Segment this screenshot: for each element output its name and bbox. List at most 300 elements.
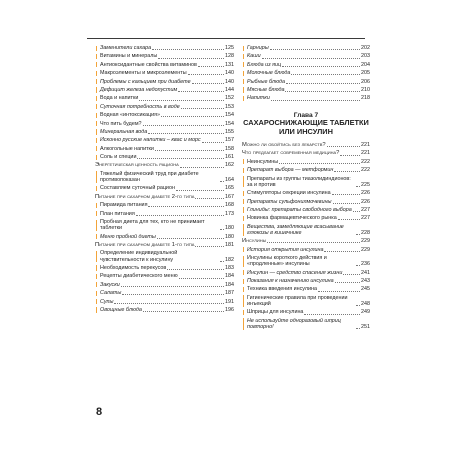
- toc-entry-page: 167: [225, 193, 234, 200]
- toc-entry-line: [247, 95, 370, 101]
- entry-marker: [96, 203, 97, 208]
- entry-marker: [96, 71, 97, 76]
- toc-entry: [95, 273, 234, 279]
- toc-entry-line: [100, 250, 234, 262]
- toc-entry-line: [100, 70, 234, 76]
- entry-marker: [243, 287, 244, 292]
- toc-entry: [242, 309, 370, 315]
- page-number: 8: [96, 406, 103, 418]
- toc-entry-title: Вода и напитки: [100, 95, 139, 102]
- top-rule: [87, 38, 365, 39]
- entry-marker: [96, 62, 97, 67]
- toc-entry-line: [100, 211, 234, 217]
- toc-entry-page: 153: [225, 103, 234, 110]
- toc-entry-title: Заменители сахара: [100, 45, 152, 51]
- toc-entry-title: Исконно русские напитки – квас и морс: [100, 137, 201, 144]
- dot-leader: [158, 58, 224, 59]
- entry-marker: [243, 247, 244, 252]
- toc-entry-line: [100, 202, 234, 208]
- toc-entry-title: Каши: [247, 53, 261, 60]
- toc-entry-title: Можно ли обойтись без лекарств?: [242, 141, 326, 148]
- dot-leader: [333, 203, 360, 204]
- toc-entry-line: [247, 295, 370, 307]
- toc-entry: [95, 154, 234, 160]
- toc-entry-page: 206: [361, 78, 370, 85]
- toc-entry-page: 251: [361, 324, 370, 330]
- toc-column-left: [95, 45, 234, 315]
- toc-entry: [242, 62, 370, 68]
- entry-marker: [243, 71, 244, 76]
- toc-entry-page: 222: [361, 158, 370, 165]
- toc-entry-page: 157: [225, 137, 234, 144]
- toc-entry-title: Показания к назначению инсулина: [247, 278, 334, 285]
- dot-leader: [137, 158, 224, 159]
- toc-entry-line: [247, 79, 370, 85]
- toc-entry-line: [247, 62, 370, 68]
- dot-leader: [282, 66, 360, 67]
- entry-marker: [96, 155, 97, 160]
- dot-leader: [338, 219, 360, 220]
- toc-entry-line: [247, 255, 370, 267]
- dot-leader: [220, 229, 224, 230]
- toc-entry: [242, 53, 370, 59]
- entry-marker: [96, 282, 97, 287]
- dot-leader: [136, 215, 224, 216]
- toc-entry-page: 125: [225, 45, 234, 51]
- entry-marker: [96, 171, 97, 182]
- dot-leader: [271, 100, 360, 101]
- toc-entry-title: Салаты: [100, 290, 122, 297]
- toc-entry-title: Мясные блюда: [247, 86, 285, 93]
- toc-entry-line: [95, 194, 234, 200]
- dot-leader: [356, 265, 360, 266]
- dot-leader: [318, 291, 360, 292]
- dot-leader: [270, 49, 360, 50]
- toc-entry-page: 236: [361, 261, 370, 268]
- toc-entry-line: [247, 159, 370, 165]
- toc-entry-line: [247, 318, 370, 330]
- toc-entry-line: [247, 270, 370, 276]
- entry-marker: [243, 279, 244, 284]
- dot-leader: [332, 194, 360, 195]
- toc-entry: [95, 282, 234, 288]
- toc-entry-page: 248: [361, 301, 370, 308]
- chapter-number: Глава 7: [293, 111, 319, 119]
- toc-column-right: [242, 45, 370, 332]
- toc-entry-line: [100, 154, 234, 160]
- toc-entry: [95, 265, 234, 271]
- dot-leader: [152, 49, 224, 50]
- dot-leader: [324, 251, 360, 252]
- toc-entry-title: Препарат выбора — метформин: [247, 167, 334, 174]
- toc-entry-title: Вещества, замедляющие всасывание глюкозы в кишечнике: [247, 223, 344, 236]
- toc-entry-title: Меню пробной диеты: [100, 233, 156, 240]
- toc-entry-title: Составляем суточный рацион: [100, 185, 175, 192]
- toc-entry-title: Необходимость перекусов: [100, 264, 167, 271]
- toc-entry-page: 173: [225, 210, 234, 217]
- entry-marker: [243, 87, 244, 92]
- dot-leader: [304, 314, 360, 315]
- toc-entry-page: 204: [361, 61, 370, 68]
- dot-leader: [356, 186, 360, 187]
- toc-entry: [242, 95, 370, 101]
- toc-entry-page: 225: [361, 181, 370, 188]
- toc-entry-title: Инсулины короткого действия и «продленные» инсулины: [247, 255, 327, 268]
- toc-entry-line: [247, 199, 370, 205]
- dot-leader: [148, 206, 224, 207]
- entry-marker: [96, 79, 97, 84]
- toc-entry-title: Гарниры: [247, 45, 269, 51]
- toc-entry-line: [242, 238, 370, 244]
- toc-entry: [242, 207, 370, 213]
- toc-entry-page: 228: [361, 229, 370, 236]
- toc-entry-title: Рецепты диабетического меню: [100, 273, 178, 280]
- toc-entry: [242, 70, 370, 76]
- toc-entry: [242, 270, 370, 276]
- toc-entry-line: [100, 95, 234, 101]
- toc-entry-line: [247, 87, 370, 93]
- toc-entry-page: 210: [361, 86, 370, 93]
- toc-entry: [95, 79, 234, 85]
- dot-leader: [340, 155, 360, 156]
- toc-entry-title: Инсулин — средство спасения жизни: [247, 269, 343, 276]
- toc-entry-page: 205: [361, 70, 370, 77]
- toc-entry: [95, 129, 234, 135]
- toc-entry: [242, 255, 370, 267]
- toc-entry-line: [100, 87, 234, 93]
- toc-entry-line: [100, 273, 234, 279]
- toc-entry: [242, 159, 370, 165]
- dot-leader: [148, 133, 224, 134]
- toc-entry-page: 187: [225, 290, 234, 297]
- toc-entry: [95, 121, 234, 127]
- toc-entry-line: [247, 53, 370, 59]
- toc-entry: [95, 171, 234, 183]
- toc-entry-title: Витамины и минералы: [100, 53, 158, 60]
- entry-marker: [243, 159, 244, 164]
- toc-entry-page: 180: [225, 233, 234, 240]
- toc-entry-page: 229: [361, 238, 370, 245]
- toc-right-recipes: [242, 45, 370, 102]
- toc-entry-title: Гигиенические правила при проведении инъекций: [247, 294, 348, 308]
- toc-entry-title: Пирамида питания: [100, 202, 148, 209]
- toc-entry-line: [95, 242, 234, 248]
- toc-entry: [95, 112, 234, 118]
- toc-entry-line: [95, 162, 234, 168]
- entry-marker: [243, 79, 244, 84]
- toc-entry-title: Водная «интоксикация»: [100, 112, 161, 119]
- entry-marker: [243, 216, 244, 221]
- toc-entry-page: 128: [225, 53, 234, 60]
- entry-marker: [96, 291, 97, 296]
- toc-entry-title: Не используйте одноразовый шприц повторно!: [247, 317, 341, 330]
- toc-entry-line: [100, 299, 234, 305]
- dot-leader: [167, 269, 224, 270]
- toc-entry-page: 140: [225, 78, 234, 85]
- entry-marker: [96, 87, 97, 92]
- dot-leader: [195, 198, 224, 199]
- toc-entry-page: 222: [361, 167, 370, 174]
- toc-entry-line: [100, 53, 234, 59]
- dot-leader: [286, 83, 360, 84]
- toc-entry-line: [100, 185, 234, 191]
- toc-entry: [95, 202, 234, 208]
- toc-entry: [242, 238, 370, 244]
- dot-leader: [155, 150, 224, 151]
- dot-leader: [179, 278, 224, 279]
- toc-right-chapter7: [242, 142, 370, 330]
- toc-entry-line: [100, 62, 234, 68]
- dot-leader: [279, 163, 360, 164]
- toc-entry-page: 202: [361, 45, 370, 51]
- toc-entry-line: [247, 167, 370, 173]
- dot-leader: [122, 294, 224, 295]
- toc-entry-page: 196: [225, 306, 234, 313]
- entry-marker: [243, 199, 244, 204]
- toc-entry-title: План питания: [100, 210, 135, 217]
- entry-marker: [243, 62, 244, 67]
- toc-entry: [95, 95, 234, 101]
- dot-leader: [114, 303, 224, 304]
- toc-entry-title: Что предлагает современная медицина?: [242, 150, 340, 157]
- toc-entry-title: Антиоксидантные свойства витаминов: [100, 61, 197, 68]
- toc-entry: [95, 45, 234, 51]
- toc-entry: [242, 190, 370, 196]
- toc-entry-title: Проблемы с кальцием при диабете: [100, 78, 191, 85]
- toc-entry-line: [100, 121, 234, 127]
- toc-entry: [95, 290, 234, 296]
- toc-entry-title: Рыбные блюда: [247, 78, 286, 85]
- dot-leader: [192, 83, 224, 84]
- toc-entry-page: 180: [225, 225, 234, 232]
- toc-entry: [242, 286, 370, 292]
- dot-leader: [220, 181, 224, 182]
- toc-entry-title: История открытия инсулина: [247, 246, 324, 253]
- entry-marker: [96, 121, 97, 126]
- dot-leader: [334, 171, 360, 172]
- entry-marker: [96, 54, 97, 59]
- toc-entry-page: 155: [225, 128, 234, 135]
- entry-marker: [96, 307, 97, 312]
- entry-marker: [243, 46, 244, 51]
- entry-marker: [243, 295, 244, 306]
- dot-leader: [180, 167, 224, 168]
- entry-marker: [243, 54, 244, 59]
- toc-entry: [242, 142, 370, 148]
- entry-marker: [243, 224, 244, 235]
- toc-entry: [95, 104, 234, 110]
- dot-leader: [176, 190, 224, 191]
- toc-entry-line: [100, 290, 234, 296]
- toc-entry-page: 183: [225, 264, 234, 271]
- toc-entry-page: 191: [225, 298, 234, 305]
- toc-entry-line: [100, 265, 234, 271]
- toc-entry-line: [247, 278, 370, 284]
- toc-entry-title: Супы: [100, 298, 114, 305]
- toc-entry-page: 168: [225, 202, 234, 209]
- toc-entry-page: 140: [225, 70, 234, 77]
- toc-entry-page: 154: [225, 120, 234, 127]
- toc-entry: [95, 234, 234, 240]
- toc-entry: [95, 146, 234, 152]
- entry-marker: [96, 220, 97, 231]
- toc-entry: [242, 45, 370, 51]
- dot-leader: [157, 238, 224, 239]
- toc-entry-page: 221: [361, 141, 370, 148]
- toc-entry-title: Препараты сульфонилмочевины: [247, 198, 332, 205]
- toc-entry-title: Тяжелый физический труд при диабете противопоказан: [100, 170, 199, 184]
- toc-entry-line: [100, 146, 234, 152]
- toc-entry: [95, 137, 234, 143]
- toc-entry-title: Алкогольные напитки: [100, 145, 154, 152]
- toc-entry: [95, 53, 234, 59]
- toc-entry-title: Дефицит железа недопустим: [100, 86, 178, 93]
- toc-entry-line: [247, 207, 370, 213]
- toc-entry-line: [247, 70, 370, 76]
- toc-entry: [95, 62, 234, 68]
- dot-leader: [343, 274, 360, 275]
- entry-marker: [96, 129, 97, 134]
- toc-entry-title: Питание при сахарном диабете 1-го типа: [95, 242, 195, 248]
- toc-entry-line: [100, 129, 234, 135]
- toc-entry-page: 243: [361, 278, 370, 285]
- dot-leader: [188, 74, 224, 75]
- toc-entry-title: Стимуляторы секреции инсулина: [247, 190, 331, 197]
- toc-entry: [242, 167, 370, 173]
- toc-entry-line: [247, 286, 370, 292]
- chapter-title: САХАРОСНИЖАЮЩИЕ ТАБЛЕТКИ ИЛИ ИНСУЛИН: [243, 118, 369, 136]
- toc-entry-line: [100, 79, 234, 85]
- toc-entry: [242, 176, 370, 188]
- toc-entry-title: Энергетическая ценность рациона: [95, 162, 179, 169]
- entry-marker: [96, 146, 97, 151]
- dot-leader: [121, 286, 224, 287]
- entry-marker: [96, 234, 97, 239]
- entry-marker: [243, 207, 244, 212]
- toc-entry: [95, 87, 234, 93]
- toc-entry-line: [247, 309, 370, 315]
- toc-entry: [95, 250, 234, 262]
- entry-marker: [96, 186, 97, 191]
- entry-marker: [243, 176, 244, 187]
- toc-entry-page: 158: [225, 145, 234, 152]
- toc-entry-page: 226: [361, 190, 370, 197]
- entry-marker: [243, 168, 244, 173]
- toc-entry-page: 152: [225, 95, 234, 102]
- toc-entry-title: Овощные блюда: [100, 306, 142, 313]
- entry-marker: [96, 211, 97, 216]
- toc-entry: [95, 219, 234, 231]
- entry-marker: [96, 299, 97, 304]
- toc-entry-title: Шприцы для инсулина: [247, 309, 304, 316]
- toc-entry-line: [242, 142, 370, 148]
- toc-entry-page: 203: [361, 53, 370, 60]
- toc-entry-line: [242, 150, 370, 156]
- toc-entry-line: [100, 219, 234, 231]
- toc-entry: [242, 215, 370, 221]
- toc-entry: [242, 150, 370, 156]
- toc-entry-line: [247, 224, 370, 236]
- entry-marker: [96, 46, 97, 51]
- toc-entry-title: Техника введения инсулина: [247, 286, 318, 293]
- chapter-heading: [242, 112, 370, 136]
- toc-entry-page: 184: [225, 281, 234, 288]
- toc-entry-line: [247, 247, 370, 253]
- toc-entry-line: [100, 234, 234, 240]
- toc-entry-title: Соль и специи: [100, 154, 137, 161]
- toc-entry-page: 221: [361, 150, 370, 157]
- entry-marker: [243, 191, 244, 196]
- toc-entry-line: [100, 112, 234, 118]
- toc-entry-page: 226: [361, 198, 370, 205]
- dot-leader: [220, 261, 224, 262]
- dot-leader: [262, 58, 360, 59]
- toc-entry-title: Суточная потребность в воде: [100, 103, 180, 110]
- toc-entry-page: 241: [361, 269, 370, 276]
- entry-marker: [96, 104, 97, 109]
- dot-leader: [285, 91, 360, 92]
- entry-marker: [96, 265, 97, 270]
- toc-entry: [242, 318, 370, 330]
- toc-entry-page: 181: [225, 242, 234, 248]
- toc-entry-page: 227: [361, 206, 370, 213]
- toc-entry-title: Глиниды: препараты свободного выбора: [247, 206, 352, 213]
- entry-marker: [96, 138, 97, 143]
- dot-leader: [195, 246, 224, 247]
- toc-entry-line: [100, 137, 234, 143]
- dot-leader: [198, 66, 224, 67]
- entry-marker: [96, 113, 97, 118]
- dot-leader: [356, 234, 360, 235]
- dot-leader: [356, 305, 360, 306]
- toc-entry: [242, 295, 370, 307]
- toc-entry-page: 161: [225, 154, 234, 161]
- dot-leader: [353, 211, 360, 212]
- toc-entry-title: Новинка фармацевтического рынка: [247, 215, 337, 222]
- toc-entry-line: [100, 45, 234, 51]
- toc-entry-page: 182: [225, 256, 234, 263]
- toc-entry-line: [247, 45, 370, 51]
- toc-entry-title: Напитки: [247, 95, 270, 102]
- toc-entry-title: Макроэлементы и микроэлементы: [100, 70, 187, 77]
- toc-entry-title: Закуски: [100, 281, 120, 288]
- dot-leader: [181, 108, 224, 109]
- toc-entry-page: 218: [361, 95, 370, 102]
- toc-entry: [242, 224, 370, 236]
- dot-leader: [291, 74, 360, 75]
- entry-marker: [243, 318, 244, 329]
- toc-entry: [242, 79, 370, 85]
- dot-leader: [356, 328, 360, 329]
- entry-marker: [96, 251, 97, 262]
- dot-leader: [202, 142, 224, 143]
- entry-marker: [96, 274, 97, 279]
- toc-entry-line: [100, 282, 234, 288]
- toc-entry-page: 227: [361, 215, 370, 222]
- toc-entry-title: Блюда из яиц: [247, 61, 282, 68]
- toc-entry-line: [100, 307, 234, 313]
- toc-entry-line: [247, 176, 370, 188]
- toc-entry-title: Минеральная вода: [100, 128, 148, 135]
- entry-marker: [243, 310, 244, 315]
- toc-entry-line: [247, 215, 370, 221]
- dot-leader: [139, 100, 224, 101]
- toc-entry-page: 184: [225, 273, 234, 280]
- toc-entry: [242, 199, 370, 205]
- toc-entry-page: 229: [361, 246, 370, 253]
- toc-entry-title: Пробная диета для тех, кто не принимает таблетки: [100, 219, 205, 232]
- toc-entry: [95, 185, 234, 191]
